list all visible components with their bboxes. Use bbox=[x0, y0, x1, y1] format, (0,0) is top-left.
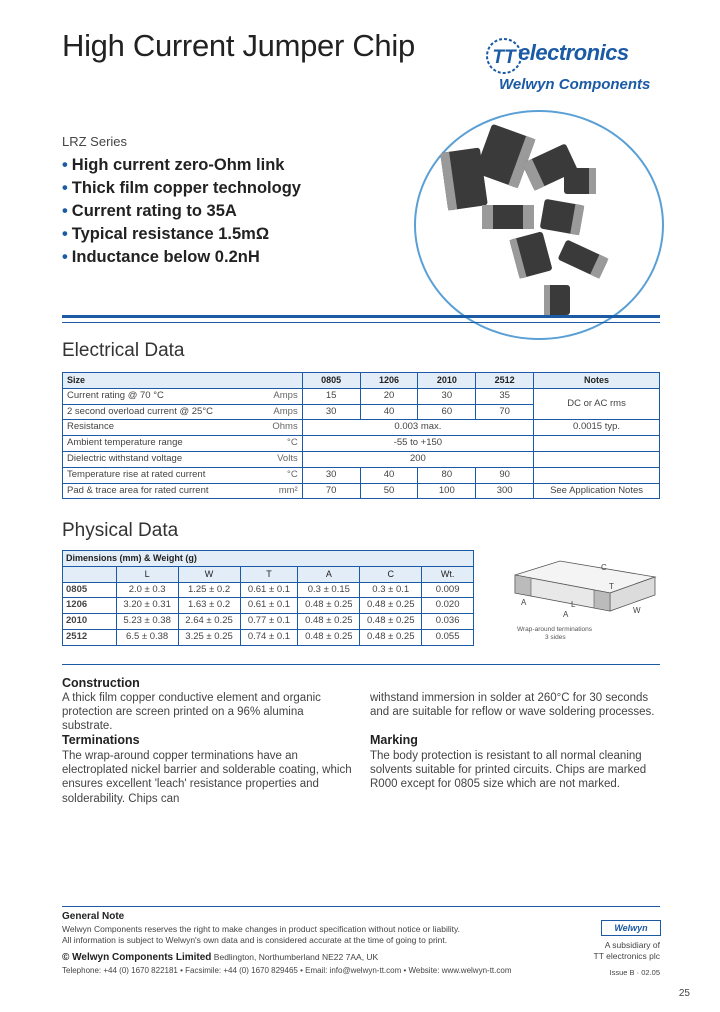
feature-item: • Typical resistance 1.5mΩ bbox=[62, 225, 270, 243]
company-line bbox=[62, 952, 602, 963]
page-number: 25 bbox=[678, 988, 690, 999]
general-note-1: Welwyn Components reserves the right to make changes in product specification without notice or liability. bbox=[62, 924, 460, 934]
construction-heading: Construction bbox=[62, 676, 140, 690]
table-row: 1206 3.20 ± 0.31 1.63 ± 0.2 0.61 ± 0.1 0.48 ± 0.25 0.48 ± 0.25 0.020 bbox=[63, 598, 474, 614]
marking-text: The body protection is resistant to all normal cleaning solvents suitable for printed circuits. Chips are marked R000 except for 0805 size which are not marked. bbox=[370, 750, 647, 791]
table-title: Dimensions (mm) & Weight (g) bbox=[63, 551, 474, 567]
table-header: L bbox=[116, 566, 178, 582]
table-header: Notes bbox=[534, 373, 660, 389]
tt-logo-mark: TT bbox=[492, 47, 516, 68]
footer-divider bbox=[62, 906, 660, 907]
construction-text: A thick film copper conductive element and organic protection are screen printed on a 96% alumina substrate. bbox=[62, 692, 321, 733]
electrical-heading: Electrical Data bbox=[62, 340, 185, 361]
general-note-heading: General Note bbox=[62, 911, 125, 922]
table-row: 2 second overload current @ 25°C Amps 30 40 60 70 bbox=[63, 404, 660, 420]
tt-electronics-logo bbox=[484, 36, 664, 96]
contact-line: Telephone: +44 (0) 1670 822181 • Facsimile: +44 (0) 1670 829465 • Email: info@welwyn-tt.com • Website: www.welwyn-tt.com bbox=[62, 966, 512, 975]
chip-dimension-diagram bbox=[505, 553, 660, 653]
issue-label: Issue B · 02.05 bbox=[609, 968, 660, 977]
table-header-row bbox=[63, 566, 474, 582]
section-divider-thin bbox=[62, 664, 660, 665]
diagram-label-t: T bbox=[609, 582, 614, 591]
table-header: C bbox=[360, 566, 422, 582]
table-title-row bbox=[63, 551, 474, 567]
table-header: Wt. bbox=[422, 566, 474, 582]
diagram-label-c: C bbox=[601, 563, 607, 572]
physical-table bbox=[62, 550, 474, 646]
welwyn-badge-logo: Welwyn bbox=[601, 920, 661, 936]
table-row: Resistance Ohms 0.003 max. 0.0015 typ. bbox=[63, 420, 660, 436]
table-row: Pad & trace area for rated current mm² 70 50 100 300 See Application Notes bbox=[63, 483, 660, 499]
feature-item: • Current rating to 35A bbox=[62, 202, 237, 220]
feature-list bbox=[62, 154, 301, 269]
terminations-heading: Terminations bbox=[62, 733, 140, 747]
table-header: A bbox=[298, 566, 360, 582]
brand-name: electronics bbox=[518, 40, 629, 65]
subsidiary-line-1: A subsidiary of bbox=[604, 940, 660, 950]
dc-note: DC or AC rms bbox=[534, 388, 660, 420]
marking-heading: Marking bbox=[370, 733, 418, 747]
construction-text-cont: withstand immersion in solder at 260°C for 30 seconds and are suitable for reflow or wave soldering processes. bbox=[370, 692, 655, 719]
table-row: Current rating @ 70 °C Amps 15 20 30 35 DC or AC rms bbox=[63, 388, 660, 404]
general-note-2: All information is subject to Welwyn's own data and is considered accurate at the time of going to print. bbox=[62, 935, 448, 945]
feature-item: • Thick film copper technology bbox=[62, 179, 301, 197]
diagram-label-w: W bbox=[633, 606, 641, 615]
physical-heading: Physical Data bbox=[62, 520, 179, 541]
table-row: Ambient temperature range °C -55 to +150 bbox=[63, 436, 660, 452]
table-header: 0805 bbox=[302, 373, 360, 389]
table-header: 2512 bbox=[476, 373, 534, 389]
table-row: 2512 6.5 ± 0.38 3.25 ± 0.25 0.74 ± 0.1 0.48 ± 0.25 0.48 ± 0.25 0.055 bbox=[63, 629, 474, 645]
diagram-caption-2: 3 sides bbox=[545, 634, 566, 641]
section-divider bbox=[62, 315, 660, 318]
electrical-table bbox=[62, 372, 660, 499]
page-title: High Current Jumper Chip bbox=[62, 28, 415, 63]
terminations-text: The wrap-around copper terminations have an electroplated nickel barrier and solderable coating, which ensures excellent 'leach' resistance properties and solderability. Chips can bbox=[62, 750, 352, 805]
section-divider-thin bbox=[62, 322, 660, 323]
table-row: Temperature rise at rated current °C 30 40 80 90 bbox=[63, 467, 660, 483]
company-address: Bedlington, Northumberland NE22 7AA, UK bbox=[213, 952, 379, 962]
table-row: 0805 2.0 ± 0.3 1.25 ± 0.2 0.61 ± 0.1 0.3 ± 0.15 0.3 ± 0.1 0.009 bbox=[63, 582, 474, 598]
table-header-row bbox=[63, 373, 660, 389]
feature-item: • Inductance below 0.2nH bbox=[62, 248, 260, 266]
diagram-label-a2: A bbox=[563, 610, 569, 619]
diagram-caption-1: Wrap-around terminations bbox=[517, 626, 593, 633]
feature-item: • High current zero-Ohm link bbox=[62, 156, 285, 174]
product-photo bbox=[414, 110, 664, 340]
table-header: 1206 bbox=[360, 373, 418, 389]
table-header: W bbox=[178, 566, 240, 582]
table-header: Size bbox=[63, 373, 303, 389]
table-row: Dielectric withstand voltage Volts 200 bbox=[63, 451, 660, 467]
subbrand-name: Welwyn Components bbox=[499, 76, 651, 93]
table-header: 2010 bbox=[418, 373, 476, 389]
company-name: © Welwyn Components Limited bbox=[62, 952, 212, 963]
table-header: T bbox=[240, 566, 298, 582]
subsidiary-line-2: TT electronics plc bbox=[593, 951, 660, 961]
table-row: 2010 5.23 ± 0.38 2.64 ± 0.25 0.77 ± 0.1 0.48 ± 0.25 0.48 ± 0.25 0.036 bbox=[63, 614, 474, 630]
series-label: LRZ Series bbox=[62, 134, 128, 149]
diagram-label-l: L bbox=[571, 600, 576, 609]
diagram-label-a1: A bbox=[521, 598, 527, 607]
